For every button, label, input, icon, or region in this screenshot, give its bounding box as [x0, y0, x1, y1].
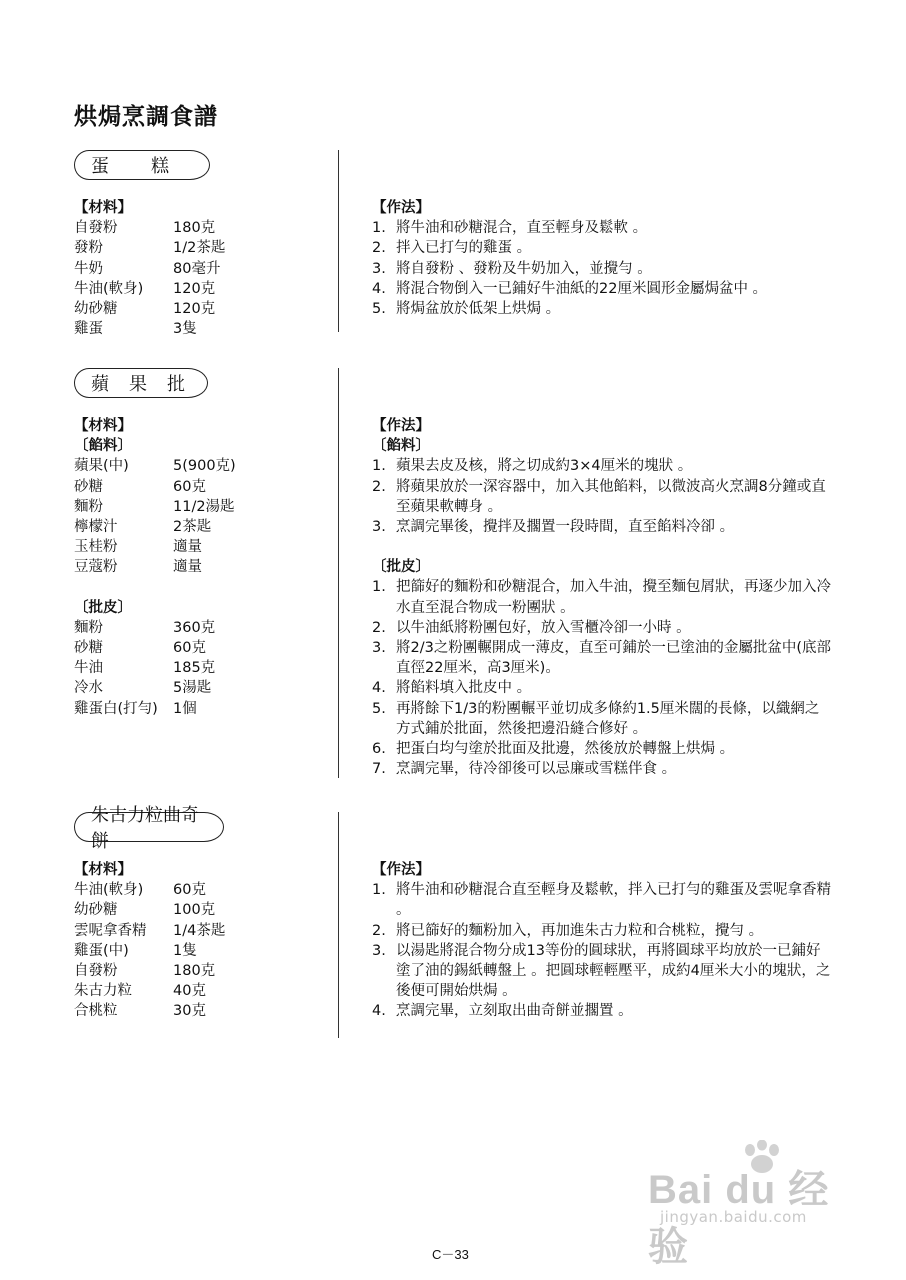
method-list: [372, 198, 832, 319]
method-heading: 【作法】: [372, 418, 430, 434]
ingredient-qty: 360克: [173, 619, 216, 636]
ingredient-item: [74, 618, 236, 638]
method-step: [372, 678, 832, 698]
method-list: [372, 416, 832, 779]
method-step: [372, 259, 832, 279]
ingredient-name: 麵粉: [74, 498, 103, 515]
method-step: [372, 517, 832, 537]
step-number: 5.: [372, 700, 386, 717]
step-number: 1.: [372, 882, 386, 899]
ingredient-name: 砂糖: [74, 640, 103, 657]
page-title: 烘焗烹調食譜: [74, 104, 218, 130]
method-step: [372, 618, 832, 638]
ingredient-qty: 適量: [173, 539, 202, 556]
method-step: [372, 921, 832, 941]
ingredient-name: 朱古力粒: [74, 983, 132, 1000]
ingredient-item: [74, 537, 236, 557]
method-step: [372, 456, 832, 476]
ingredient-name: 雲呢拿香精: [74, 922, 147, 939]
spacer: [74, 578, 236, 598]
ingredient-qty: 適量: [173, 559, 202, 576]
ingredient-name: 牛油(軟身): [74, 280, 144, 297]
ingredient-item: [74, 658, 236, 678]
step-text: 將2/3之粉團輾開成一薄皮，直至可鋪於一已塗油的金屬批盆中(底部直徑22厘米，高3厘米)。: [396, 640, 831, 677]
step-text: 烹調完畢，待冷卻後可以忌廉或雪糕伴食 。: [396, 761, 677, 778]
step-text: 以湯匙將混合物分成13等份的圓球狀，再將圓球平均放於一已鋪好塗了油的錫紙轉盤上 。把圓球輕輕壓平，成約4厘米大小的塊狀，之後便可開始烘焗 。: [396, 942, 831, 1000]
step-number: 3.: [372, 260, 386, 277]
ingredient-qty: 2茶匙: [173, 519, 212, 536]
ingredient-name: 發粉: [74, 240, 103, 257]
ingredient-name: 豆蔻粉: [74, 559, 118, 576]
ingredients-heading: 【材料】: [74, 418, 132, 434]
method-step: [372, 279, 832, 299]
ingredient-item: [74, 557, 236, 577]
section-title-badge: [74, 368, 208, 398]
ingredient-name: 蘋果(中): [74, 458, 129, 475]
step-text: 把篩好的麵粉和砂糖混合，加入牛油，攪至麵包屑狀，再逐少加入冷水直至混合物成一粉團狀 。: [396, 579, 831, 616]
watermark-url: jingyan.baidu.com: [660, 1208, 807, 1226]
ingredient-item: [74, 880, 225, 900]
ingredient-name: 雞蛋白(打勻): [74, 700, 158, 717]
step-text: 再將餘下1/3的粉團輾平並切成多條約1.5厘米闊的長條，以織網之方式鋪於批面，然後把邊沿縫合修好 。: [396, 700, 820, 737]
method-step: [372, 880, 832, 920]
step-number: 5.: [372, 301, 386, 318]
ingredient-qty: 60克: [173, 640, 206, 657]
method-heading: 【作法】: [372, 200, 430, 216]
ingredient-item: [74, 279, 225, 299]
ingredient-name: 幼砂糖: [74, 902, 118, 919]
page-number: C－33: [432, 1247, 469, 1262]
step-text: 拌入已打勻的雞蛋 。: [396, 240, 532, 257]
ingredient-name: 砂糖: [74, 478, 103, 495]
method-step: [372, 699, 832, 739]
ingredient-item: [74, 477, 236, 497]
ingredient-qty: 1個: [173, 700, 197, 717]
ingredient-qty: 30克: [173, 1003, 206, 1020]
ingredient-qty: 40克: [173, 983, 206, 1000]
method-step: [372, 238, 832, 258]
section-title: 蛋 糕: [91, 156, 171, 177]
step-text: 將混合物倒入一已鋪好牛油紙的22厘米圓形金屬焗盆中 。: [396, 280, 768, 297]
ingredient-qty: 3隻: [173, 321, 197, 338]
step-text: 將蘋果放於一深容器中，加入其他餡料，以微波高火烹調8分鐘或直至蘋果軟轉身 。: [396, 478, 826, 515]
step-number: 3.: [372, 640, 386, 657]
section-title-badge: [74, 150, 210, 180]
ingredient-qty: 185克: [173, 660, 216, 677]
ingredient-name: 牛油(軟身): [74, 882, 144, 899]
ingredient-qty: 100克: [173, 902, 216, 919]
ingredient-name: 玉桂粉: [74, 539, 118, 556]
ingredients-list: [74, 860, 225, 1022]
step-number: 2.: [372, 478, 386, 495]
method-step: [372, 739, 832, 759]
step-number: 1.: [372, 220, 386, 237]
method-step: [372, 941, 832, 1002]
ingredient-name: 牛油: [74, 660, 103, 677]
step-text: 烹調完畢，立刻取出曲奇餅並擱置 。: [396, 1003, 633, 1020]
ingredients-list: [74, 416, 236, 719]
ingredient-item: [74, 259, 225, 279]
ingredient-name: 合桃粒: [74, 1003, 118, 1020]
step-number: 2.: [372, 240, 386, 257]
section-title: 蘋 果 批: [91, 374, 186, 395]
step-text: 將已篩好的麵粉加入，再加進朱古力粒和合桃粒，攪勻 。: [396, 922, 764, 939]
ingredient-name: 雞蛋(中): [74, 942, 129, 959]
column-divider: [338, 150, 339, 332]
ingredient-qty: 80毫升: [173, 260, 221, 277]
ingredient-name: 雞蛋: [74, 321, 103, 338]
step-number: 7.: [372, 761, 386, 778]
ingredient-qty: 1/4茶匙: [173, 922, 226, 939]
method-group-heading: 〔批皮〕: [372, 559, 430, 576]
ingredient-qty: 180克: [173, 220, 216, 237]
method-step: [372, 218, 832, 238]
ingredient-item: [74, 497, 236, 517]
step-number: 1.: [372, 458, 386, 475]
column-divider: [338, 812, 339, 1038]
step-number: 2.: [372, 619, 386, 636]
ingredient-item: [74, 638, 236, 658]
ingredient-qty: 1/2茶匙: [173, 240, 226, 257]
ingredient-group-heading: 〔批皮〕: [74, 599, 132, 616]
ingredient-item: [74, 218, 225, 238]
ingredient-item: [74, 900, 225, 920]
ingredient-item: [74, 981, 225, 1001]
method-step: [372, 1001, 832, 1021]
ingredient-qty: 5(900克): [173, 458, 236, 475]
method-list: [372, 860, 832, 1022]
ingredient-group-heading: 〔餡料〕: [74, 438, 132, 455]
step-number: 3.: [372, 519, 386, 536]
ingredients-heading: 【材料】: [74, 862, 132, 878]
ingredient-item: [74, 456, 236, 476]
step-text: 將牛油和砂糖混合直至輕身及鬆軟，拌入已打勻的雞蛋及雲呢拿香精 。: [396, 882, 831, 919]
ingredient-name: 幼砂糖: [74, 301, 118, 318]
ingredient-qty: 60克: [173, 882, 206, 899]
step-text: 烹調完畢後，攪拌及擱置一段時間，直至餡料冷卻 。: [396, 519, 735, 536]
step-text: 將牛油和砂糖混合，直至輕身及鬆軟 。: [396, 220, 648, 237]
ingredient-name: 麵粉: [74, 619, 103, 636]
step-number: 2.: [372, 922, 386, 939]
ingredient-name: 牛奶: [74, 260, 103, 277]
ingredient-qty: 60克: [173, 478, 206, 495]
step-number: 4.: [372, 280, 386, 297]
step-number: 6.: [372, 741, 386, 758]
ingredient-item: [74, 299, 225, 319]
ingredient-qty: 180克: [173, 963, 216, 980]
ingredient-item: [74, 699, 236, 719]
method-group-heading: 〔餡料〕: [372, 438, 430, 455]
ingredient-name: 自發粉: [74, 220, 118, 237]
step-number: 4.: [372, 680, 386, 697]
step-number: 1.: [372, 579, 386, 596]
ingredient-item: [74, 238, 225, 258]
step-text: 蘋果去皮及核，將之切成約3×4厘米的塊狀 。: [396, 458, 693, 475]
method-step: [372, 638, 832, 678]
ingredient-item: [74, 921, 225, 941]
ingredient-item: [74, 678, 236, 698]
step-number: 4.: [372, 1003, 386, 1020]
section-title: 朱古力粒曲奇餅: [91, 805, 199, 852]
step-text: 將餡料填入批皮中 。: [396, 680, 532, 697]
section-title-badge: [74, 805, 224, 852]
ingredient-name: 冷水: [74, 680, 103, 697]
ingredient-item: [74, 517, 236, 537]
method-step: [372, 577, 832, 617]
column-divider: [338, 368, 339, 778]
method-step: [372, 477, 832, 517]
method-heading: 【作法】: [372, 862, 430, 878]
step-text: 以牛油紙將粉團包好，放入雪櫃冷卻一小時 。: [396, 619, 691, 636]
ingredient-name: 自發粉: [74, 963, 118, 980]
step-text: 把蛋白均勻塗於批面及批邊，然後放於轉盤上烘焗 。: [396, 741, 735, 758]
ingredient-qty: 11/2湯匙: [173, 498, 235, 515]
ingredient-qty: 120克: [173, 280, 216, 297]
step-number: 3.: [372, 942, 386, 959]
method-step: [372, 759, 832, 779]
ingredient-name: 檸檬汁: [74, 519, 118, 536]
ingredients-list: [74, 198, 225, 339]
watermark-brand: Bai du 经验: [648, 1168, 830, 1269]
method-step: [372, 299, 832, 319]
ingredient-qty: 1隻: [173, 942, 197, 959]
ingredient-item: [74, 961, 225, 981]
ingredient-qty: 5湯匙: [173, 680, 212, 697]
ingredients-heading: 【材料】: [74, 200, 132, 216]
spacer: [372, 537, 832, 557]
ingredient-qty: 120克: [173, 301, 216, 318]
step-text: 將自發粉 、發粉及牛奶加入，並攪勻 。: [396, 260, 652, 277]
ingredient-item: [74, 941, 225, 961]
ingredient-item: [74, 1001, 225, 1021]
ingredient-item: [74, 319, 225, 339]
step-text: 將焗盆放於低架上烘焗 。: [396, 301, 561, 318]
baidu-watermark: [640, 1140, 870, 1269]
